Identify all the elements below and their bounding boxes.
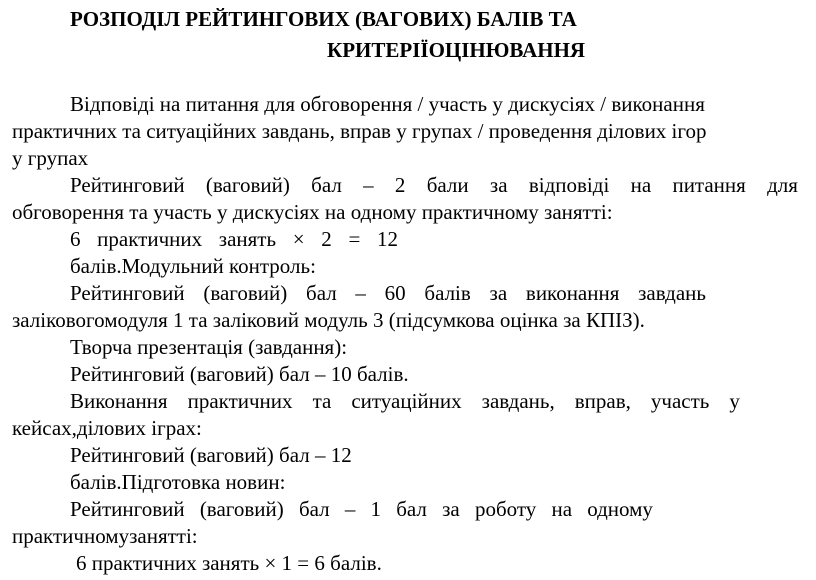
- word: занять: [218, 227, 277, 251]
- word: 2: [321, 227, 332, 251]
- word: балів: [424, 281, 471, 305]
- document-title-line-1: РОЗПОДІЛ РЕЙТИНГОВИХ (ВАГОВИХ) БАЛІВ ТА: [70, 7, 577, 31]
- word: у: [729, 389, 740, 413]
- word: практичних: [187, 389, 293, 413]
- word: та: [312, 389, 332, 413]
- word: одному: [587, 497, 653, 521]
- paragraph-7-line-1: [70, 388, 740, 414]
- word: –: [363, 173, 374, 197]
- paragraph-1-line-2: практичних та ситуаційних завдань, вправ у групах / проведення ділових ігор: [12, 119, 707, 143]
- word: Рейтинговий: [70, 281, 185, 305]
- word: (ваговий): [203, 281, 288, 305]
- word: ×: [292, 227, 305, 251]
- word: за: [489, 281, 508, 305]
- word: (ваговий): [205, 173, 290, 197]
- word: питання: [672, 173, 746, 197]
- paragraph-3-line-2: балів.Модульний контроль:: [70, 254, 316, 278]
- word: 60: [384, 281, 406, 305]
- paragraph-3-line-1: [70, 226, 398, 252]
- word: роботу: [474, 497, 537, 521]
- word: за: [489, 173, 508, 197]
- word: бал: [298, 497, 330, 521]
- word: для: [767, 173, 798, 197]
- word: відповіді: [528, 173, 610, 197]
- word: ситуаційних: [351, 389, 462, 413]
- paragraph-9-line-2: практичномузанятті:: [12, 524, 198, 548]
- paragraph-10-line-1: 6 практичних занять × 1 = 6 балів.: [76, 551, 382, 575]
- word: бал: [311, 173, 342, 197]
- word: бали: [426, 173, 469, 197]
- paragraph-9-line-1: [70, 496, 653, 522]
- word: 1: [370, 497, 382, 521]
- word: завдань,: [481, 389, 555, 413]
- word: практичних: [97, 227, 203, 251]
- word: Рейтинговий: [70, 497, 185, 521]
- word: 6: [70, 227, 81, 251]
- paragraph-2-line-1: [70, 172, 798, 198]
- word: –: [344, 497, 356, 521]
- word: 2: [394, 173, 406, 197]
- word: завдань: [638, 281, 706, 305]
- paragraph-1-line-3: у групах: [12, 146, 89, 170]
- paragraph-5-line-1: Творча презентація (завдання):: [70, 335, 348, 359]
- word: Рейтинговий: [70, 173, 185, 197]
- paragraph-4-line-1: [70, 280, 706, 306]
- word: бал: [306, 281, 337, 305]
- word: 12: [376, 227, 398, 251]
- word: –: [355, 281, 366, 305]
- paragraph-8-line-2: балів.Підготовка новин:: [70, 470, 286, 494]
- paragraph-1-line-1: Відповіді на питання для обговорення / участь у дискусіях / виконання: [70, 92, 705, 116]
- word: на: [630, 173, 652, 197]
- word: виконання: [525, 281, 620, 305]
- paragraph-8-line-1: Рейтинговий (ваговий) бал – 12: [70, 443, 352, 467]
- word: бал: [396, 497, 427, 521]
- word: (ваговий): [199, 497, 284, 521]
- paragraph-6-line-1: Рейтинговий (ваговий) бал – 10 балів.: [70, 362, 409, 386]
- paragraph-7-line-2: кейсах,ділових іграх:: [12, 416, 202, 440]
- paragraph-2-line-2: обговорення та участь у дискусіях на одному практичному занятті:: [12, 200, 613, 224]
- word: =: [348, 227, 361, 251]
- paragraph-4-line-2: заліковогомодуля 1 та заліковий модуль 3 (підсумкова оцінка за КПІЗ).: [12, 308, 645, 332]
- word: за: [442, 497, 460, 521]
- word: участь: [650, 389, 710, 413]
- word: вправ,: [574, 389, 631, 413]
- word: Виконання: [70, 389, 168, 413]
- word: на: [551, 497, 573, 521]
- document-title-line-2: КРИТЕРІЇОЦІНЮВАННЯ: [327, 38, 586, 62]
